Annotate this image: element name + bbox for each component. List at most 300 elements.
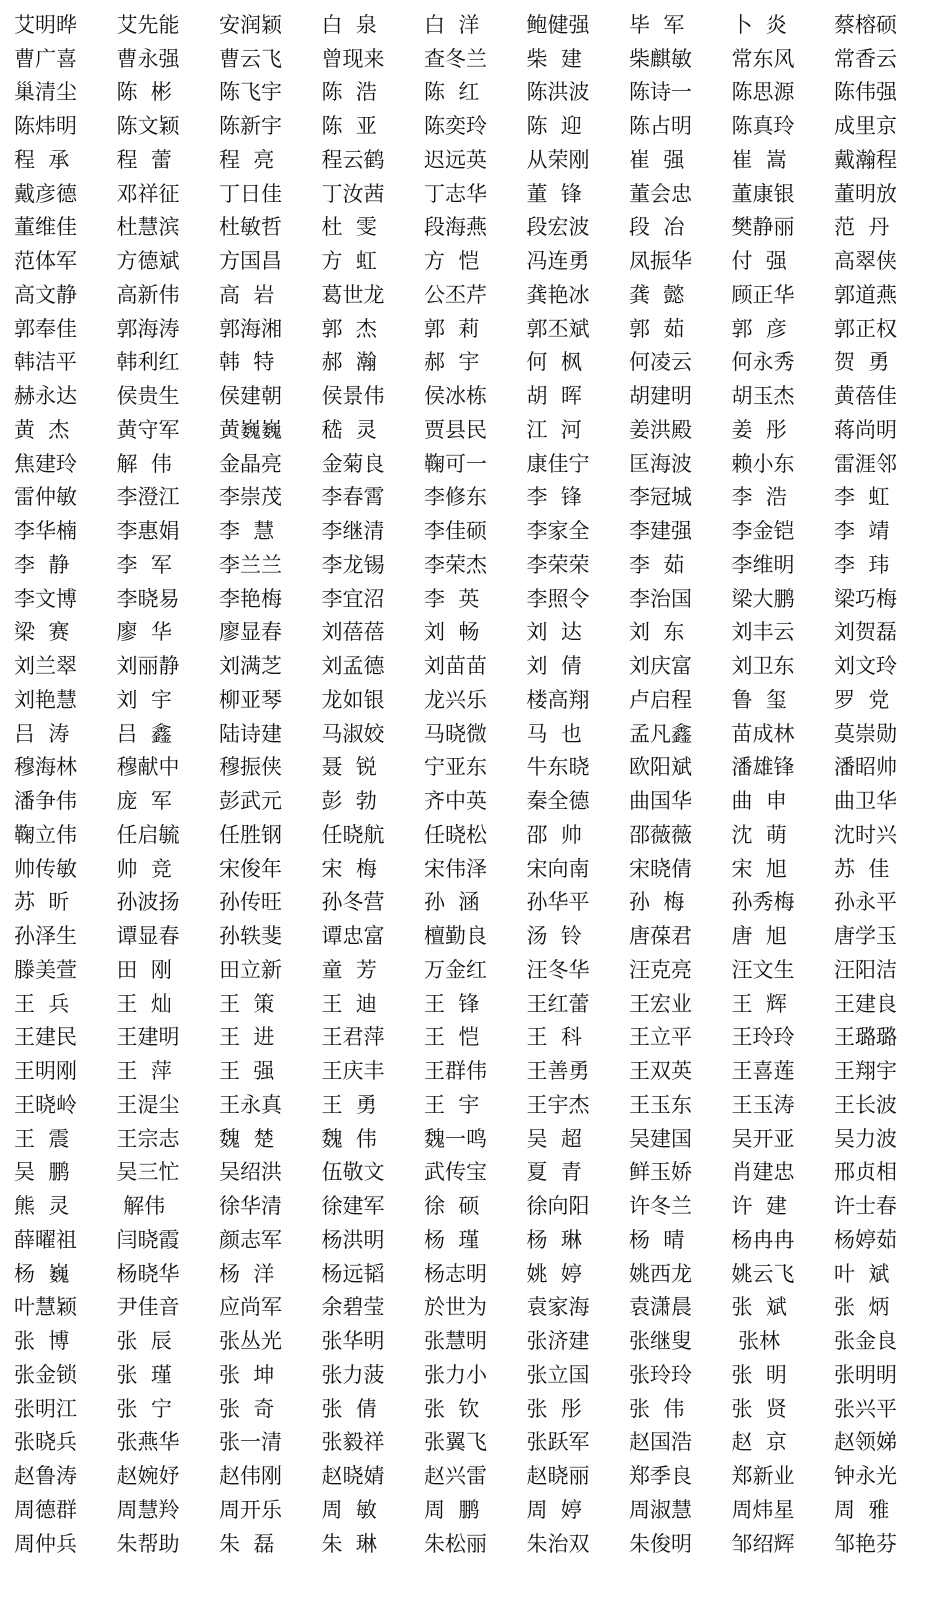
name-cell: 孙 梅 (629, 890, 685, 915)
name-cell: 熊 灵 (14, 1194, 70, 1219)
name-cell: 孙冬营 (321, 890, 385, 915)
name-cell: 刘 宇 (116, 687, 172, 712)
name-cell: 杨 洋 (219, 1261, 275, 1286)
name-cell: 陈奕玲 (424, 114, 487, 139)
name-cell: 王 宇 (424, 1092, 480, 1117)
name-cell: 赵鲁涛 (14, 1464, 77, 1489)
name-cell: 张一清 (219, 1430, 282, 1455)
name-cell: 李晓易 (116, 586, 180, 611)
name-cell: 杨洪明 (321, 1227, 385, 1252)
name-cell: 匡海波 (629, 451, 692, 476)
name-cell: 马淑姣 (321, 721, 385, 746)
name-cell: 牛东晓 (526, 755, 590, 780)
name-cell: 葛世龙 (321, 282, 385, 307)
name-cell: 安润颖 (219, 12, 282, 37)
name-cell: 陈文颖 (116, 114, 180, 139)
name-cell: 朱俊明 (629, 1531, 692, 1556)
name-cell: 方德斌 (116, 249, 180, 274)
name-cell: 王喜莲 (731, 1059, 795, 1084)
name-cell: 邹绍辉 (731, 1531, 795, 1556)
name-cell: 杨晓华 (116, 1261, 180, 1286)
name-cell: 曹永强 (116, 46, 180, 71)
name-cell: 刘文玲 (834, 654, 897, 679)
name-cell: 郑新业 (731, 1464, 795, 1489)
name-cell: 李继清 (321, 519, 385, 544)
name-cell: 李 靖 (834, 519, 890, 544)
name-cell: 高 岩 (219, 282, 275, 307)
name-cell: 宋 旭 (731, 856, 787, 881)
name-cell: 李金铠 (731, 519, 795, 544)
name-cell: 何永秀 (731, 350, 795, 375)
name-cell: 李家全 (526, 519, 590, 544)
name-cell: 王双英 (629, 1059, 692, 1084)
name-cell: 赵兴雷 (424, 1464, 487, 1489)
name-cell: 艾先能 (116, 12, 180, 37)
name-cell: 魏 楚 (219, 1126, 275, 1151)
name-cell: 蔡榕硕 (834, 12, 897, 37)
name-cell: 鲁 玺 (731, 687, 787, 712)
name-cell: 余碧莹 (321, 1295, 385, 1320)
name-cell: 曲国华 (629, 789, 692, 814)
name-cell: 姜洪殿 (629, 417, 692, 442)
name-cell: 穆献中 (116, 755, 180, 780)
name-cell: 廖显春 (219, 620, 282, 645)
name-cell: 解 伟 (116, 451, 172, 476)
name-cell: 楼高翔 (526, 687, 590, 712)
name-cell: 苏 佳 (834, 856, 890, 881)
name-cell: 姚 婷 (526, 1261, 582, 1286)
name-cell: 廖 华 (116, 620, 172, 645)
name-cell: 柳亚琴 (219, 687, 282, 712)
name-cell: 常香云 (834, 46, 897, 71)
name-cell: 成里京 (834, 114, 897, 139)
name-cell: 王宏业 (629, 991, 692, 1016)
name-cell: 张 钦 (424, 1396, 480, 1421)
name-cell: 贾县民 (424, 417, 487, 442)
name-cell: 段宏波 (526, 215, 590, 240)
name-cell: 陈思源 (731, 80, 795, 105)
name-cell: 夏 青 (526, 1160, 582, 1185)
name-cell: 康佳宁 (526, 451, 590, 476)
name-cell: 刘贺磊 (834, 620, 897, 645)
name-cell: 陈诗一 (629, 80, 692, 105)
name-cell: 帅传敏 (14, 856, 77, 881)
name-cell: 李春霄 (321, 485, 385, 510)
name-cell: 张华明 (321, 1329, 385, 1354)
name-cell: 樊静丽 (731, 215, 795, 240)
name-cell: 张玲玲 (629, 1362, 692, 1387)
name-cell: 张 倩 (321, 1396, 377, 1421)
name-cell: 丁汝茜 (321, 181, 385, 206)
name-cell: 徐建军 (321, 1194, 385, 1219)
name-cell: 付 强 (731, 249, 787, 274)
name-cell: 鞠立伟 (14, 822, 77, 847)
name-cell: 王翔宇 (834, 1059, 897, 1084)
name-cell: 唐葆君 (629, 924, 692, 949)
name-cell: 刘艳慧 (14, 687, 77, 712)
name-cell: 苏 昕 (14, 890, 70, 915)
name-cell: 孙泽生 (14, 924, 77, 949)
name-cell: 张 奇 (219, 1396, 275, 1421)
name-cell: 魏一鸣 (424, 1126, 487, 1151)
name-cell: 邵 帅 (526, 822, 582, 847)
name-cell: 伍敬文 (321, 1160, 385, 1185)
name-cell: 郭 茹 (629, 316, 685, 341)
name-cell: 张 明 (731, 1362, 787, 1387)
name-cell: 雷仲敏 (14, 485, 77, 510)
name-cell: 宋俊年 (219, 856, 282, 881)
name-cell: 张 坤 (219, 1362, 275, 1387)
name-cell: 赵晓婧 (321, 1464, 385, 1489)
name-cell: 赵晓丽 (526, 1464, 590, 1489)
name-cell: 迟远英 (424, 147, 487, 172)
name-cell: 陈 彬 (116, 80, 172, 105)
name-cell: 李 玮 (834, 552, 890, 577)
name-cell: 刘 倩 (526, 654, 582, 679)
name-cell: 周炜星 (731, 1497, 795, 1522)
name-cell: 曹云飞 (219, 46, 282, 71)
name-cell: 陈占明 (629, 114, 692, 139)
name-cell: 查冬兰 (424, 46, 487, 71)
name-cell: 张 宁 (116, 1396, 172, 1421)
name-cell: 龙兴乐 (424, 687, 487, 712)
name-cell: 叶 斌 (834, 1261, 890, 1286)
name-cell: 李 军 (116, 552, 172, 577)
name-cell: 李兰兰 (219, 552, 282, 577)
name-cell: 鞠可一 (424, 451, 487, 476)
name-cell: 邓祥征 (116, 181, 180, 206)
name-cell: 蒋尚明 (834, 417, 897, 442)
name-cell: 孙秀梅 (731, 890, 795, 915)
name-cell: 孙华平 (526, 890, 590, 915)
name-cell: 张金良 (834, 1329, 897, 1354)
name-cell: 赵婉妤 (116, 1464, 180, 1489)
name-cell: 周慧羚 (116, 1497, 180, 1522)
name-cell: 王 进 (219, 1025, 275, 1050)
name-cell: 姚云飞 (731, 1261, 795, 1286)
name-cell: 袁家海 (526, 1295, 590, 1320)
name-cell: 薛曜祖 (14, 1227, 77, 1252)
name-cell: 苗成林 (731, 721, 795, 746)
name-cell: 王 策 (219, 991, 275, 1016)
name-cell: 王立平 (629, 1025, 692, 1050)
name-cell: 张 贤 (731, 1396, 787, 1421)
name-cell: 鲜玉娇 (629, 1160, 692, 1185)
name-cell: 李 静 (14, 552, 70, 577)
name-cell: 孟凡鑫 (629, 721, 692, 746)
name-cell: 彭武元 (219, 789, 282, 814)
name-cell: 王 辉 (731, 991, 787, 1016)
name-cell: 卢启程 (629, 687, 692, 712)
name-cell: 刘 东 (629, 620, 685, 645)
name-cell: 武传宝 (424, 1160, 487, 1185)
name-cell: 曲卫华 (834, 789, 897, 814)
name-cell: 李文博 (14, 586, 77, 611)
name-cell: 韩洁平 (14, 350, 77, 375)
name-cell: 杜慧滨 (116, 215, 180, 240)
name-cell: 张明明 (834, 1362, 897, 1387)
name-cell: 方 虹 (321, 249, 377, 274)
name-cell: 於世为 (424, 1295, 487, 1320)
name-cell: 吴开亚 (731, 1126, 795, 1151)
name-cell: 帅 竞 (116, 856, 172, 881)
name-cell: 程 承 (14, 147, 70, 172)
name-cell: 彭 勃 (321, 789, 377, 814)
name-cell: 郭海涛 (116, 316, 180, 341)
name-cell: 李维明 (731, 552, 795, 577)
name-cell: 陈伟强 (834, 80, 897, 105)
name-cell: 郝 瀚 (321, 350, 377, 375)
name-cell: 马 也 (526, 721, 582, 746)
name-cell: 杨冉冉 (731, 1227, 795, 1252)
name-cell: 刘 畅 (424, 620, 480, 645)
name-cell: 谭忠富 (321, 924, 385, 949)
name-cell: 许士春 (834, 1194, 897, 1219)
name-cell: 王庆丰 (321, 1059, 385, 1084)
name-cell: 周 雅 (834, 1497, 890, 1522)
name-cell: 陆诗建 (219, 721, 282, 746)
name-cell: 潘雄锋 (731, 755, 795, 780)
name-cell: 张 瑾 (116, 1362, 172, 1387)
name-cell: 董明放 (834, 181, 897, 206)
name-cell: 刘庆富 (629, 654, 692, 679)
name-cell: 邵薇薇 (629, 822, 692, 847)
name-cell: 王宗志 (116, 1126, 180, 1151)
name-cell: 王 强 (219, 1059, 275, 1084)
name-cell: 吴力波 (834, 1126, 897, 1151)
name-cell: 张慧明 (424, 1329, 487, 1354)
name-cell: 董 锋 (526, 181, 582, 206)
name-cell: 朱 磊 (219, 1531, 275, 1556)
name-cell: 潘争伟 (14, 789, 77, 814)
name-cell: 王长波 (834, 1092, 897, 1117)
name-cell: 江 河 (526, 417, 582, 442)
name-cell: 贺 勇 (834, 350, 890, 375)
name-cell: 曾现来 (321, 46, 385, 71)
name-cell: 吕 鑫 (116, 721, 172, 746)
name-cell: 秦全德 (526, 789, 590, 814)
name-cell: 陈 红 (424, 80, 480, 105)
name-cell: 侯冰栋 (424, 384, 487, 409)
name-cell: 陈 迎 (526, 114, 582, 139)
name-cell: 莫崇勋 (834, 721, 897, 746)
name-cell: 郭道燕 (834, 282, 897, 307)
name-cell: 王明刚 (14, 1059, 77, 1084)
name-cell: 穆振侠 (219, 755, 282, 780)
name-cell: 白 泉 (321, 12, 377, 37)
name-grid (14, 8, 934, 1561)
name-cell: 高翠侠 (834, 249, 897, 274)
name-cell: 赵领娣 (834, 1430, 897, 1455)
name-cell: 程 亮 (219, 147, 275, 172)
name-cell: 胡建明 (629, 384, 692, 409)
name-cell: 金晶亮 (219, 451, 282, 476)
name-cell: 朱 琳 (321, 1531, 377, 1556)
name-cell: 侯建朝 (219, 384, 282, 409)
name-cell: 袁潇晨 (629, 1295, 692, 1320)
name-cell: 李 虹 (834, 485, 890, 510)
name-cell: 段海燕 (424, 215, 487, 240)
name-cell: 王玲玲 (731, 1025, 795, 1050)
name-cell: 汪文生 (731, 957, 795, 982)
name-cell: 公丕芹 (424, 282, 487, 307)
name-cell: 沈时兴 (834, 822, 897, 847)
name-cell: 王善勇 (526, 1059, 590, 1084)
name-cell: 周 鹏 (424, 1497, 480, 1522)
name-cell: 周仲兵 (14, 1531, 77, 1556)
name-cell: 巢清尘 (14, 80, 77, 105)
name-cell: 刘卫东 (731, 654, 795, 679)
name-cell: 赵 京 (731, 1430, 787, 1455)
name-cell: 李龙锡 (321, 552, 385, 577)
name-cell: 李修东 (424, 485, 487, 510)
name-cell: 李建强 (629, 519, 692, 544)
name-cell: 周 敏 (321, 1497, 377, 1522)
name-cell: 许 建 (731, 1194, 787, 1219)
name-cell: 陈真玲 (731, 114, 795, 139)
name-cell: 范 丹 (834, 215, 890, 240)
name-cell: 方 恺 (424, 249, 480, 274)
name-cell: 刘兰翠 (14, 654, 77, 679)
name-cell: 任晓航 (321, 822, 385, 847)
name-cell: 王 萍 (116, 1059, 172, 1084)
name-cell: 董康银 (731, 181, 795, 206)
name-cell: 杜敏哲 (219, 215, 282, 240)
name-cell: 朱帮助 (116, 1531, 180, 1556)
name-cell: 白 洋 (424, 12, 480, 37)
name-cell: 张立国 (526, 1362, 590, 1387)
name-cell: 李 英 (424, 586, 480, 611)
name-cell: 鲍健强 (526, 12, 590, 37)
name-cell: 段 冶 (629, 215, 685, 240)
name-cell: 宋向南 (526, 856, 590, 881)
name-cell: 刘丽静 (116, 654, 180, 679)
name-cell: 黄 杰 (14, 417, 70, 442)
name-cell: 张继叟 (629, 1329, 692, 1354)
name-cell: 王建明 (116, 1025, 180, 1050)
name-cell: 田立新 (219, 957, 282, 982)
name-cell: 陈飞宇 (219, 80, 282, 105)
name-cell: 李华楠 (14, 519, 77, 544)
name-cell: 王玉东 (629, 1092, 692, 1117)
name-cell: 钟永光 (834, 1464, 897, 1489)
name-cell: 梁 赛 (14, 620, 70, 645)
name-cell: 孙永平 (834, 890, 897, 915)
name-cell: 黄巍巍 (219, 417, 282, 442)
name-cell: 王君萍 (321, 1025, 385, 1050)
name-cell: 韩利红 (116, 350, 180, 375)
name-cell: 朱松丽 (424, 1531, 487, 1556)
name-cell: 朱治双 (526, 1531, 590, 1556)
name-cell: 徐 硕 (424, 1194, 480, 1219)
name-cell: 丁日佳 (219, 181, 282, 206)
name-cell: 王建良 (834, 991, 897, 1016)
name-cell: 张 斌 (731, 1295, 787, 1320)
name-cell: 戴彦德 (14, 181, 77, 206)
name-cell: 周开乐 (219, 1497, 282, 1522)
name-cell: 王建民 (14, 1025, 77, 1050)
name-cell: 王 兵 (14, 991, 70, 1016)
name-cell: 毕 军 (629, 12, 685, 37)
name-cell: 王 迪 (321, 991, 377, 1016)
name-cell: 金菊良 (321, 451, 385, 476)
name-cell: 郭 莉 (424, 316, 480, 341)
name-cell: 郭海湘 (219, 316, 282, 341)
name-cell: 孙 涵 (424, 890, 480, 915)
name-cell: 郝 宇 (424, 350, 480, 375)
name-cell: 邢贞相 (834, 1160, 897, 1185)
name-cell: 赫永达 (14, 384, 77, 409)
name-cell: 罗 党 (834, 687, 890, 712)
name-cell: 马晓微 (424, 721, 487, 746)
name-cell: 吴三忙 (116, 1160, 180, 1185)
name-cell: 姚西龙 (629, 1261, 692, 1286)
name-cell: 曹广喜 (14, 46, 77, 71)
name-cell: 叶慧颖 (14, 1295, 77, 1320)
name-cell: 崔 强 (629, 147, 685, 172)
name-cell: 杨 巍 (14, 1261, 70, 1286)
name-cell: 李 浩 (731, 485, 787, 510)
name-cell: 龙如银 (321, 687, 385, 712)
name-cell: 胡 晖 (526, 384, 582, 409)
name-cell: 张济建 (526, 1329, 590, 1354)
name-cell: 李荣杰 (424, 552, 487, 577)
name-cell: 吴 超 (526, 1126, 582, 1151)
name-cell: 尹佳音 (116, 1295, 180, 1320)
name-cell: 沈 萌 (731, 822, 787, 847)
name-cell: 胡玉杰 (731, 384, 795, 409)
name-cell: 董维佳 (14, 215, 77, 240)
name-cell: 李宜沼 (321, 586, 385, 611)
name-cell: 唐学玉 (834, 924, 897, 949)
name-cell: 嵇 灵 (321, 417, 377, 442)
name-cell: 周 婷 (526, 1497, 582, 1522)
name-cell: 柴麒敏 (629, 46, 692, 71)
name-cell: 刘 达 (526, 620, 582, 645)
name-cell: 周淑慧 (629, 1497, 692, 1522)
name-cell: 陈洪波 (526, 80, 590, 105)
name-cell: 杨婷茹 (834, 1227, 897, 1252)
name-cell: 郭正权 (834, 316, 897, 341)
name-cell: 柴 建 (526, 46, 582, 71)
name-cell: 韩 特 (219, 350, 275, 375)
name-cell: 吴绍洪 (219, 1160, 282, 1185)
name-cell: 陈炜明 (14, 114, 77, 139)
name-cell: 魏 伟 (321, 1126, 377, 1151)
name-cell: 宋 梅 (321, 856, 377, 881)
name-cell: 孙波扬 (116, 890, 180, 915)
name-cell: 陈 浩 (321, 80, 377, 105)
name-cell: 郭 杰 (321, 316, 377, 341)
name-cell: 汤 铃 (526, 924, 582, 949)
name-cell: 李冠城 (629, 485, 692, 510)
name-cell: 梁巧梅 (834, 586, 897, 611)
name-cell: 刘丰云 (731, 620, 795, 645)
name-cell: 徐华清 (219, 1194, 282, 1219)
name-cell: 王宇杰 (526, 1092, 590, 1117)
name-cell: 张林 (731, 1329, 781, 1354)
name-cell: 王湜尘 (116, 1092, 180, 1117)
name-cell: 常东风 (731, 46, 795, 71)
name-cell: 李治国 (629, 586, 692, 611)
name-cell: 刘蓓蓓 (321, 620, 385, 645)
name-cell: 吴建国 (629, 1126, 692, 1151)
name-cell: 周德群 (14, 1497, 77, 1522)
name-cell: 张跃军 (526, 1430, 590, 1455)
name-cell: 顾正华 (731, 282, 795, 307)
name-cell: 郭丕斌 (526, 316, 590, 341)
name-cell: 谭显春 (116, 924, 180, 949)
